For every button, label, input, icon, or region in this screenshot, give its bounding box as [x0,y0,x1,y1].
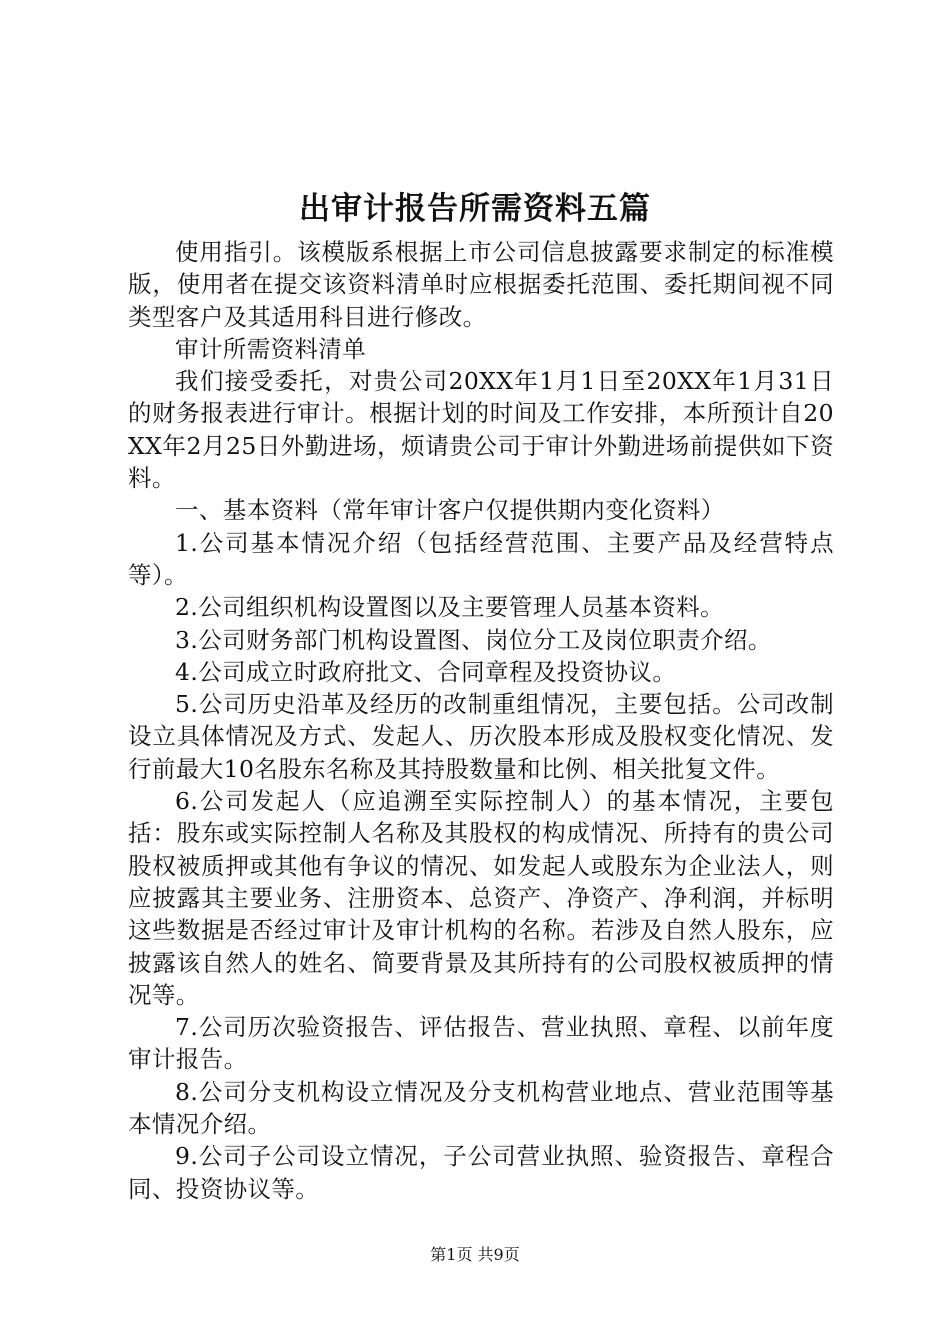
list-item-2: 2.公司组织机构设置图以及主要管理人员基本资料。 [175,593,725,622]
page-footer: 第1页 共9页 [430,1245,520,1264]
document-title: 出审计报告所需资料五篇 [299,191,651,227]
list-item-5: 5.公司历史沿革及经历的改制重组情况，主要包括。公司改制设立具体情况及方式、发起人、历次股本形成及股权变化情况、发行前最大10名股东名称及其持股数量和比例、相关批复文件。 [128,690,834,783]
document-body [128,236,834,1205]
list-item-4: 4.公司成立时政府批文、合同章程及投资协议。 [175,657,677,686]
paragraph-section-basic: 一、基本资料（常年审计客户仅提供期内变化资料） [175,496,725,525]
list-item-6: 6.公司发起人（应追溯至实际控制人）的基本情况，主要包括：股东或实际控制人名称及其股权的构成情况、所持有的贵公司股权被质押或其他有争议的情况、如发起人或股东为企业法人，则应披露其主要业务、注册资本、总资产、净资产、净利润，并标明这些数据是否经过审计及审计机构的名称。若涉及自然人股东，应披露该自然人的姓名、简要背景及其所持有的公司股权被质押的情况等。 [128,787,834,1009]
list-item-3: 3.公司财务部门机构设置图、岗位分工及岗位职责介绍。 [175,625,772,654]
list-item-9: 9.公司子公司设立情况，子公司营业执照、验资报告、章程合同、投资协议等。 [128,1142,834,1203]
list-item-8: 8.公司分支机构设立情况及分支机构营业地点、营业范围等基本情况介绍。 [128,1077,834,1139]
list-item-7: 7.公司历次验资报告、评估报告、营业执照、章程、以前年度审计报告。 [128,1013,834,1074]
paragraph-list-heading: 审计所需资料清单 [175,334,367,363]
paragraph-usage-guide: 使用指引。该模版系根据上市公司信息披露要求制定的标准模版，使用者在提交该资料清单时应根据委托范围、委托期间视不同类型客户及其适用科目进行修改。 [128,238,834,331]
list-item-1: 1.公司基本情况介绍（包括经营范围、主要产品及经营特点等）。 [128,528,834,589]
paragraph-engagement: 我们接受委托，对贵公司20XX年1月1日至20XX年1月31日的财务报表进行审计。根据计划的时间及工作安排，本所预计自20XX年2月25日外勤进场，烦请贵公司于审计外勤进场前提供如下资料。 [128,367,834,493]
